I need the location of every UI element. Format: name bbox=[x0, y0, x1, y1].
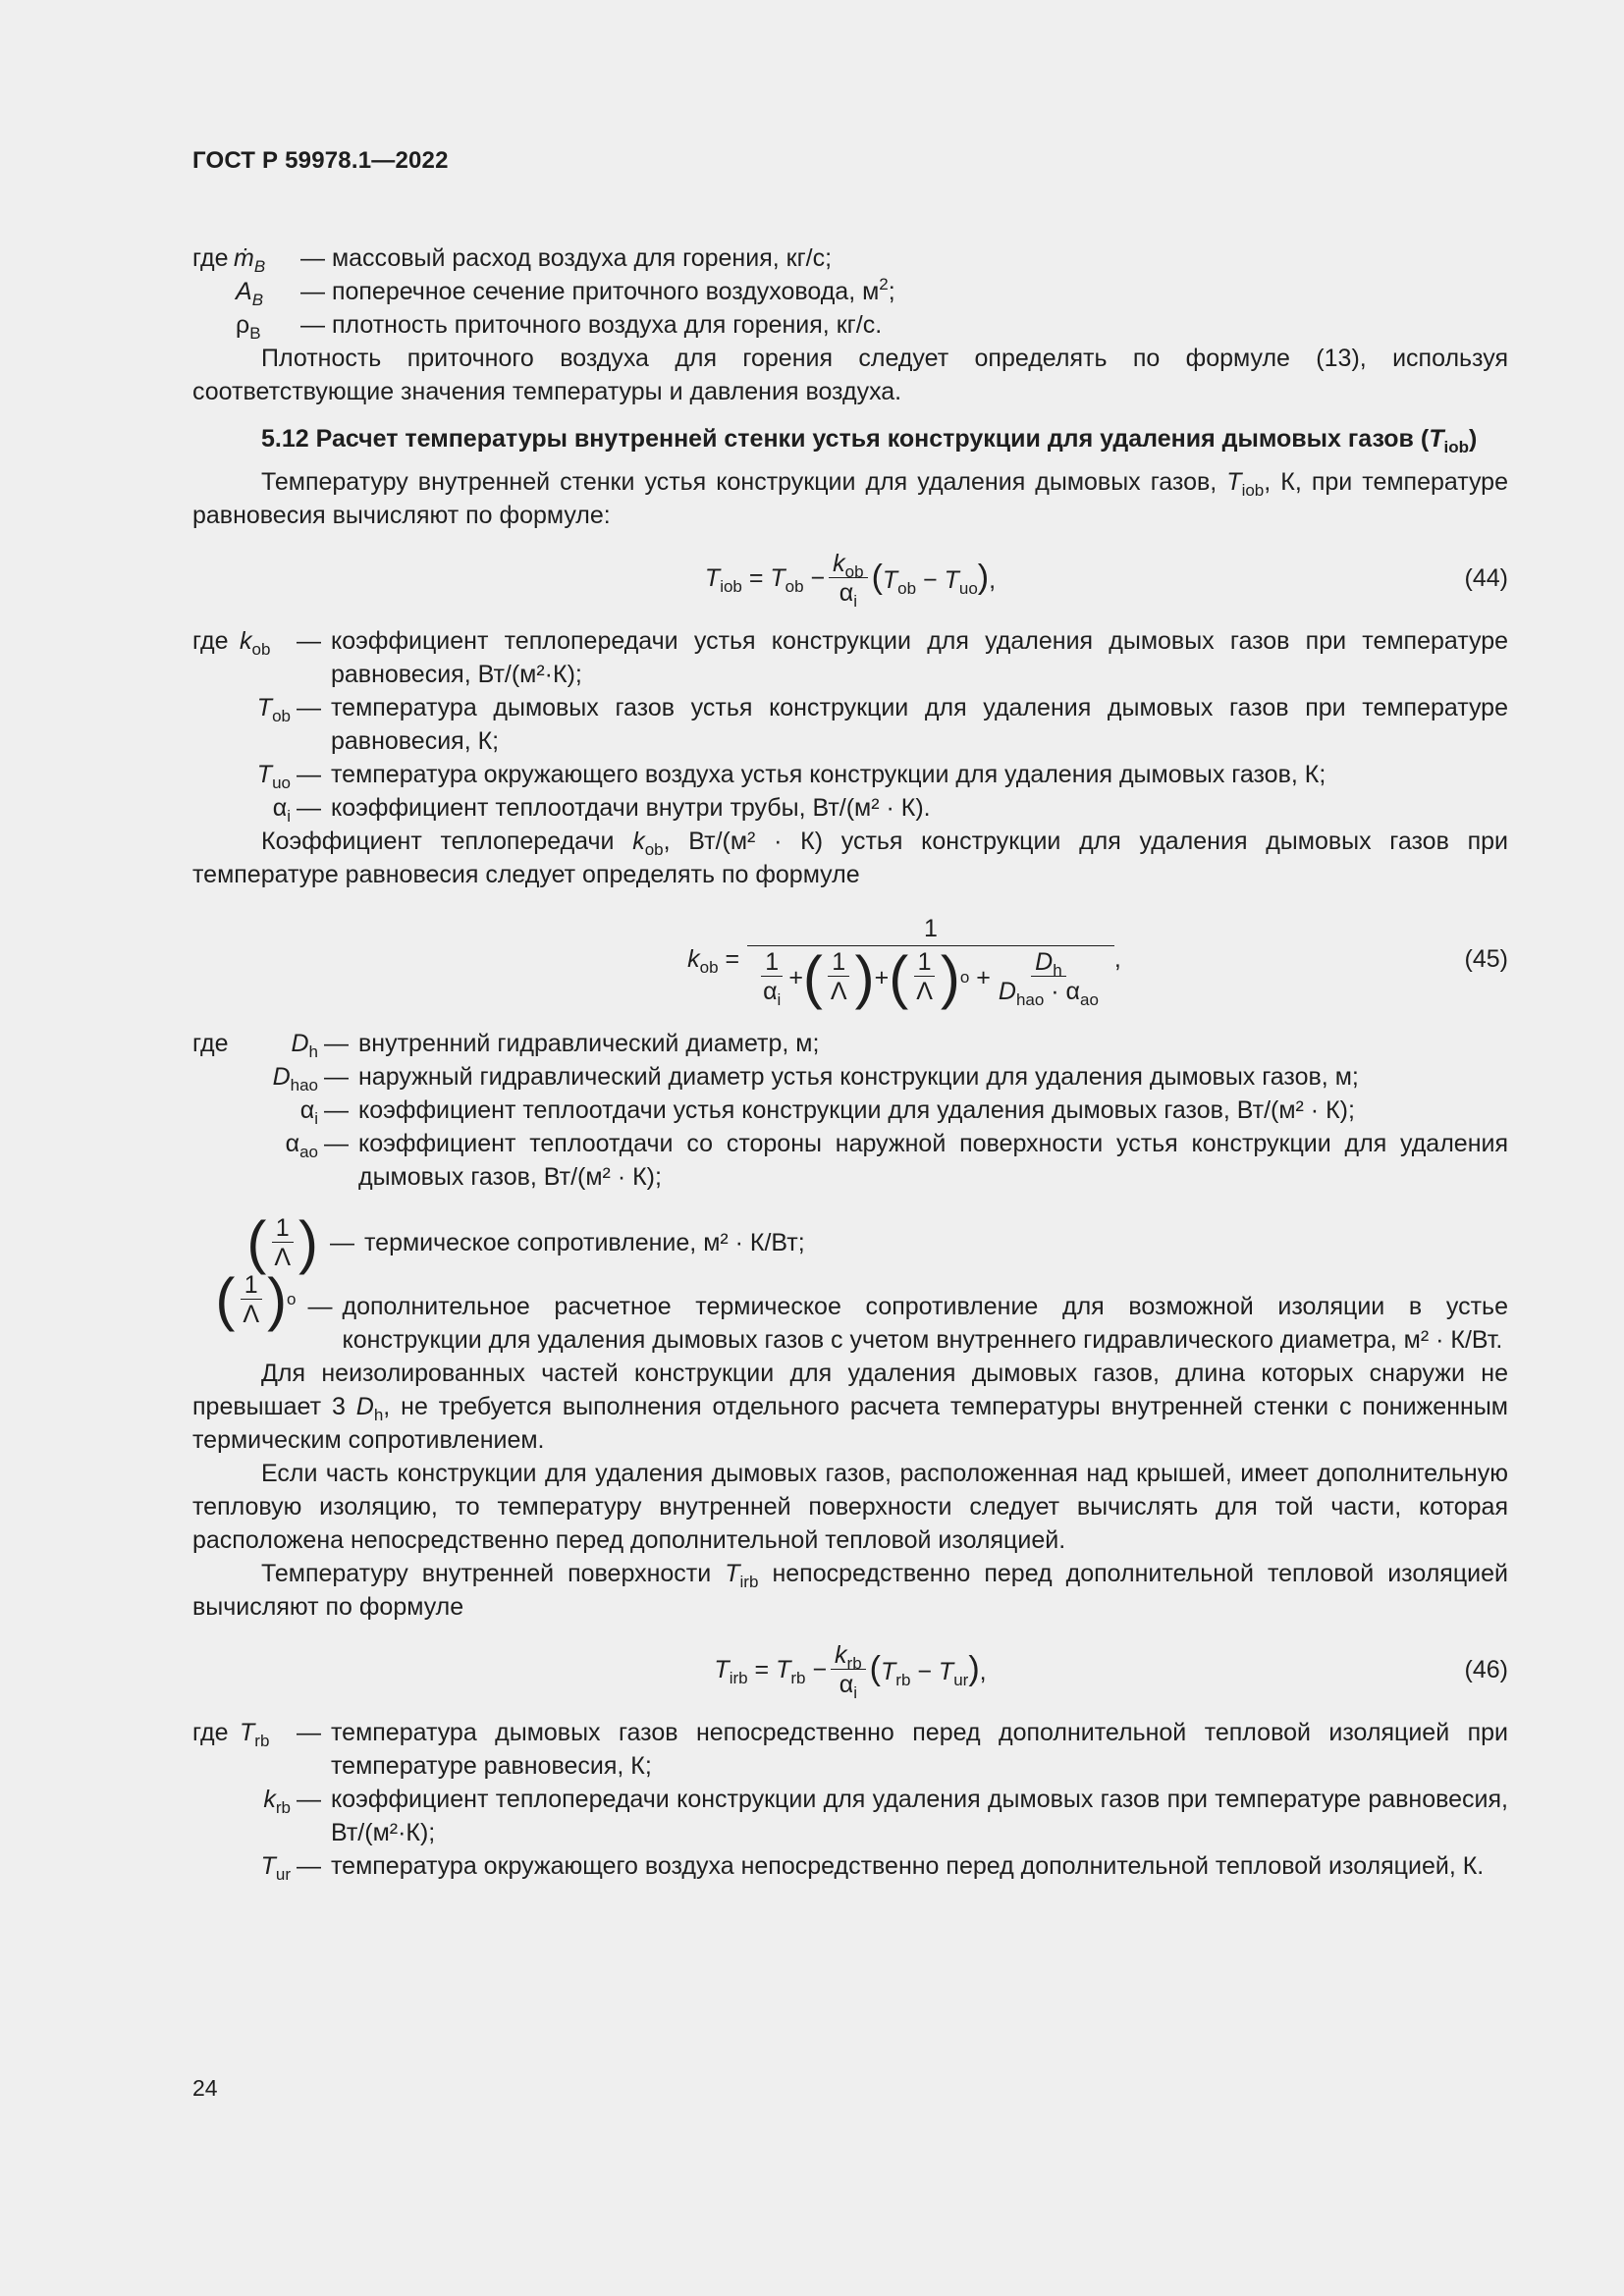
definition-row: $\alpha_i$ — коэффициент теплоотдачи внутри трубы, Вт/(м² · К). bbox=[272, 794, 931, 826]
definitions-46 bbox=[192, 1716, 1508, 1883]
paragraph: Коэффициент теплопередачи $k_{ob}$, Вт/(м² · К) устья конструкции для удаления дымовых газов при температуре равновесия следует определять по формуле bbox=[192, 828, 1508, 888]
formula-45 bbox=[192, 901, 1508, 1017]
page-number: 24 bbox=[192, 2075, 218, 2101]
equation-number: (46) bbox=[1464, 1656, 1508, 1683]
page-content bbox=[192, 241, 1508, 1883]
symbol-AB: $A_B$ bbox=[236, 278, 264, 309]
paragraph: Температуру внутренней поверхности $T_{irb}$ непосредственно перед дополнительной тепловой изоляцией вычисляют по формуле bbox=[192, 1560, 1508, 1621]
definition-row: $D_{hao}$ — наружный гидравлический диаметр устья конструкции для удаления дымовых газов, м; bbox=[272, 1063, 1359, 1095]
symbol-mB: ṁ$_B$ bbox=[234, 244, 266, 276]
section-title: 5.12 Расчет температуры внутренней стенки устья конструкции для удаления дымовых газов $(T_{iob})$ bbox=[261, 425, 1478, 456]
equation-number: (44) bbox=[1464, 564, 1508, 592]
paragraph: Если часть конструкции для удаления дымовых газов, расположенная над крышей, имеет дополнительную тепловую изоляцию, то температуру внутренней поверхности следует вычислять для той части, которая расположена непосредственно перед дополнительной тепловой изоляцией. bbox=[192, 1460, 1508, 1554]
definition-row: $\alpha_{ao}$ — коэффициент теплоотдачи со стороны наружной поверхности устья конструкции для удаления дымовых газов, Вт/(м² · К); bbox=[285, 1130, 1508, 1191]
formula-body: $T_{irb} = T_{rb}$ − $\frac{k_{rb}}{\alpha_i}$ $(T_{rb} - T_{ur})$, bbox=[714, 1640, 987, 1702]
resistance-symbol: ( $\frac{1}{\Lambda}$ ) bbox=[246, 1209, 318, 1275]
formula-body: $T_{iob} = T_{ob}$ − $\frac{k_{ob}}{\alpha_i}$ $(T_{ob} - T_{uo})$, bbox=[704, 549, 997, 611]
gde-label: где bbox=[192, 244, 229, 272]
definition-text: — поперечное сечение приточного воздуховода, $м^2$; bbox=[300, 275, 895, 305]
definitions-44 bbox=[192, 624, 1508, 825]
page-header: ГОСТ Р 59978.1—2022 bbox=[192, 147, 449, 174]
definition-row-resistance: ( $\frac{1}{\Lambda}$ ) — термическое сопротивление, м² · К/Вт; bbox=[246, 1209, 805, 1275]
definitions-45 bbox=[192, 1027, 1508, 1357]
symbol-rhoB: $\rho_B$ bbox=[236, 311, 261, 343]
formula-46 bbox=[192, 1633, 1508, 1706]
paragraph: Температуру внутренней стенки устья конструкции для удаления дымовых газов, $T_{iob}$, К, при температуре равновесия вычисляют по формуле: bbox=[192, 468, 1508, 529]
definition-row: $T_{ob}$ — температура дымовых газов устья конструкции для удаления дымовых газов при температуре равновесия, К; bbox=[256, 694, 1508, 755]
formula-body: $k_{ob}$ = 1 $\frac{1}{\alpha_i}$ + ( $\frac{1}{\Lambda}$ ) + ( $\frac{1}{\Lambda}$ ) o + $\frac{D_h}{D_{hao} \cdot \alpha_{ao}}$ , bbox=[192, 901, 1508, 1017]
paragraph: Для неизолированных частей конструкции для удаления дымовых газов, длина которых снаружи не превышает 3 $D_h$, не требуется выполнения отдельного расчета температуры внутренней стенки с пониженным термическим сопротивлением. bbox=[192, 1360, 1508, 1454]
definition-row: $\alpha_i$ — коэффициент теплоотдачи устья конструкции для удаления дымовых газов, Вт/(м² · К); bbox=[299, 1096, 1355, 1128]
definition-row: где $k_{ob}$ — коэффициент теплопередачи устья конструкции для удаления дымовых газов при температуре равновесия, Вт/(м²·К); bbox=[192, 627, 1508, 688]
formula-44 bbox=[192, 542, 1508, 614]
definition-row: где $T_{rb}$ — температура дымовых газов непосредственно перед дополнительной тепловой изоляцией при температуре равновесия, К; bbox=[192, 1719, 1508, 1780]
definition-row: $T_{ur}$ — температура окружающего воздуха непосредственно перед дополнительной тепловой изоляцией, К. bbox=[260, 1852, 1485, 1884]
equation-number: (45) bbox=[1464, 945, 1508, 973]
definitions-airflow bbox=[192, 241, 1508, 342]
definition-row: где $D_h$ — внутренний гидравлический диаметр, м; bbox=[192, 1030, 820, 1061]
resistance-o-symbol: ( $\frac{1}{\Lambda}$ ) o bbox=[215, 1266, 297, 1332]
paragraph: Плотность приточного воздуха для горения следует определять по формуле (13), используя соответствующие значения температуры и давления воздуха. bbox=[192, 345, 1508, 405]
definition-row-resistance-o: ( $\frac{1}{\Lambda}$ ) o — дополнительное расчетное термическое сопротивление для возможной изоляции в устье конструкции для удаления дымовых газов с учетом внутреннего гидравлического диаметра, м² · К/Вт. bbox=[215, 1266, 1508, 1354]
definition-row: $T_{uo}$ — температура окружающего воздуха устья конструкции для удаления дымовых газов, К; bbox=[256, 761, 1326, 792]
definition-row: $k_{rb}$ — коэффициент теплопередачи конструкции для удаления дымовых газов при температуре равновесия, Вт/(м²·К); bbox=[263, 1786, 1508, 1846]
definition-text: — массовый расход воздуха для горения, кг/с; bbox=[300, 244, 833, 272]
definition-text: — плотность приточного воздуха для горения, кг/с. bbox=[300, 311, 883, 339]
